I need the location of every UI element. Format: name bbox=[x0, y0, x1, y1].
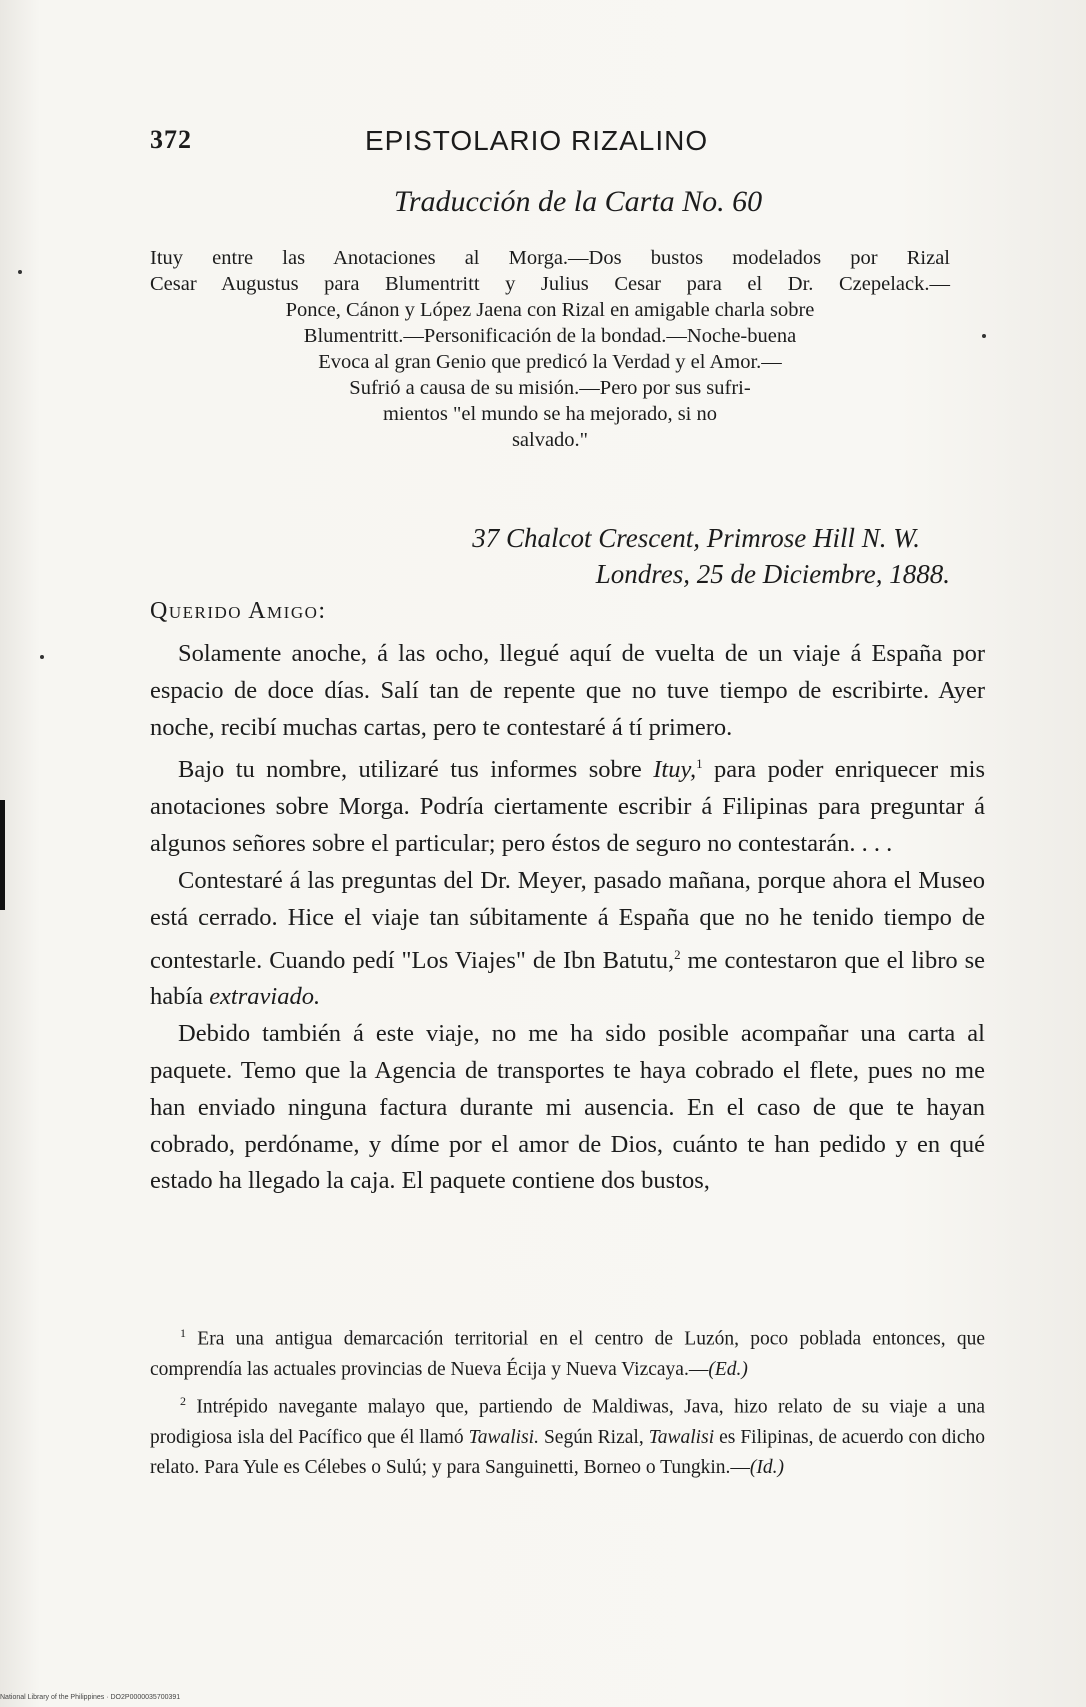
footnote-ref: 2 bbox=[674, 946, 681, 962]
summary-line: salvado." bbox=[511, 429, 589, 451]
scan-speck bbox=[40, 655, 44, 659]
letter-address bbox=[150, 520, 950, 592]
summary-line: Blumentritt.—Personificación de la bondad.—Noche-buena bbox=[303, 325, 797, 347]
letter-summary bbox=[150, 245, 950, 453]
text-run: Según Rizal, bbox=[538, 1426, 649, 1448]
editor-note: (Ed.) bbox=[708, 1359, 748, 1380]
letter-body bbox=[150, 636, 985, 1200]
summary-line: Sufrió a causa de su misión.—Pero por sus sufri- bbox=[349, 377, 751, 399]
text-run: para poder enriquecer mis anotaciones sobre Morga. Podría ciertamente escribir á Filipinas para preguntar á algunos señores sobre el particular; pero éstos de seguro no contestarán. . . . bbox=[150, 756, 985, 858]
body-paragraph: Solamente anoche, á las ocho, llegué aquí de vuelta de un viaje á España por espacio de doce días. Salí tan de repente que no tuve tiempo de escribirte. Ayer noche, recibí muchas cartas, pero te contestaré á tí primero. bbox=[150, 640, 985, 741]
summary-line: Ponce, Cánon y López Jaena con Rizal en amigable charla sobre bbox=[285, 299, 815, 321]
footnote-mark: 1 bbox=[180, 1326, 186, 1340]
footnote-mark: 2 bbox=[180, 1393, 186, 1408]
text-run: es Filipinas, de acuerdo con dicho relato. Para Yule es Célebes o Sulú; y para Sanguinetti, Borneo o Tungkin.— bbox=[150, 1426, 986, 1478]
italic-term: Tawalisi. bbox=[468, 1426, 539, 1448]
italic-term: Tawalisi bbox=[648, 1426, 715, 1448]
text-run: Contestaré á las preguntas del Dr. Meyer, pasado mañana, porque ahora el Museo está cerrado. Hice el viaje tan súbitamente á España que no he tenido tiempo de contestarle. Cuando pedí "Los Viajes" de Ibn Batutu, bbox=[150, 866, 985, 974]
address-date: Londres, 25 de Diciembre, 1888. bbox=[595, 559, 950, 589]
text-run: me contestaron que el libro se había bbox=[150, 946, 985, 1011]
summary-line: Evoca al gran Genio que predicó la Verdad y el Amor.— bbox=[318, 351, 782, 373]
footnote-1 bbox=[150, 1318, 985, 1386]
letter-subtitle: Traducción de la Carta No. 60 bbox=[393, 185, 763, 218]
address-line: 37 Chalcot Crescent, Primrose Hill N. W. bbox=[472, 523, 920, 553]
italic-term: Ituy, bbox=[653, 756, 697, 784]
page-number: 372 bbox=[150, 125, 192, 154]
footnotes bbox=[150, 1318, 985, 1484]
scan-speck bbox=[982, 334, 986, 338]
summary-line: mientos "el mundo se ha mejorado, si no bbox=[382, 403, 718, 425]
text-run: Era una antigua demarcación territorial en el centro de Luzón, poco poblada entonces, que comprendía las actuales provincias de Nueva Écija y Nueva Vizcaya.— bbox=[150, 1328, 986, 1380]
italic-term: extraviado. bbox=[209, 983, 321, 1011]
footnote-ref: 1 bbox=[696, 756, 703, 772]
editor-note: (Id.) bbox=[749, 1457, 785, 1478]
summary-line: Cesar Augustus para Blumentritt y Julius Cesar para el Dr. Czepelack.— bbox=[150, 273, 950, 295]
library-stamp: National Library of the Philippines · DO2P0000035700391 bbox=[0, 1694, 181, 1701]
body-paragraph bbox=[150, 863, 985, 1016]
text-run: Bajo tu nombre, utilizaré tus informes sobre bbox=[178, 756, 642, 784]
footnote-2 bbox=[150, 1386, 985, 1484]
salutation: Querido Amigo: bbox=[150, 598, 327, 624]
body-paragraph: Debido también á este viaje, no me ha sido posible acompañar una carta al paquete. Temo que la Agencia de transportes te haya cobrado el flete, pues no me han enviado ninguna factura durante mi ausencia. En el caso de que te hayan cobrado, perdóname, y díme por el amor de Dios, cuánto te han pedido y en qué estado ha llegado la caja. El paquete contiene dos bustos, bbox=[150, 1020, 985, 1195]
running-title: EPISTOLARIO RIZALINO bbox=[365, 125, 709, 156]
body-paragraph bbox=[150, 746, 985, 863]
page-header bbox=[150, 125, 1010, 165]
text-run: Intrépido navegante malayo que, partiendo de Maldiwas, Java, hizo relato de su viaje a una prodigiosa isla del Pacífico que él llamó bbox=[150, 1396, 985, 1448]
scan-speck bbox=[18, 270, 22, 274]
scan-edge-mark bbox=[0, 800, 5, 910]
summary-line: Ituy entre las Anotaciones al Morga.—Dos bustos modelados por Rizal bbox=[150, 247, 950, 269]
